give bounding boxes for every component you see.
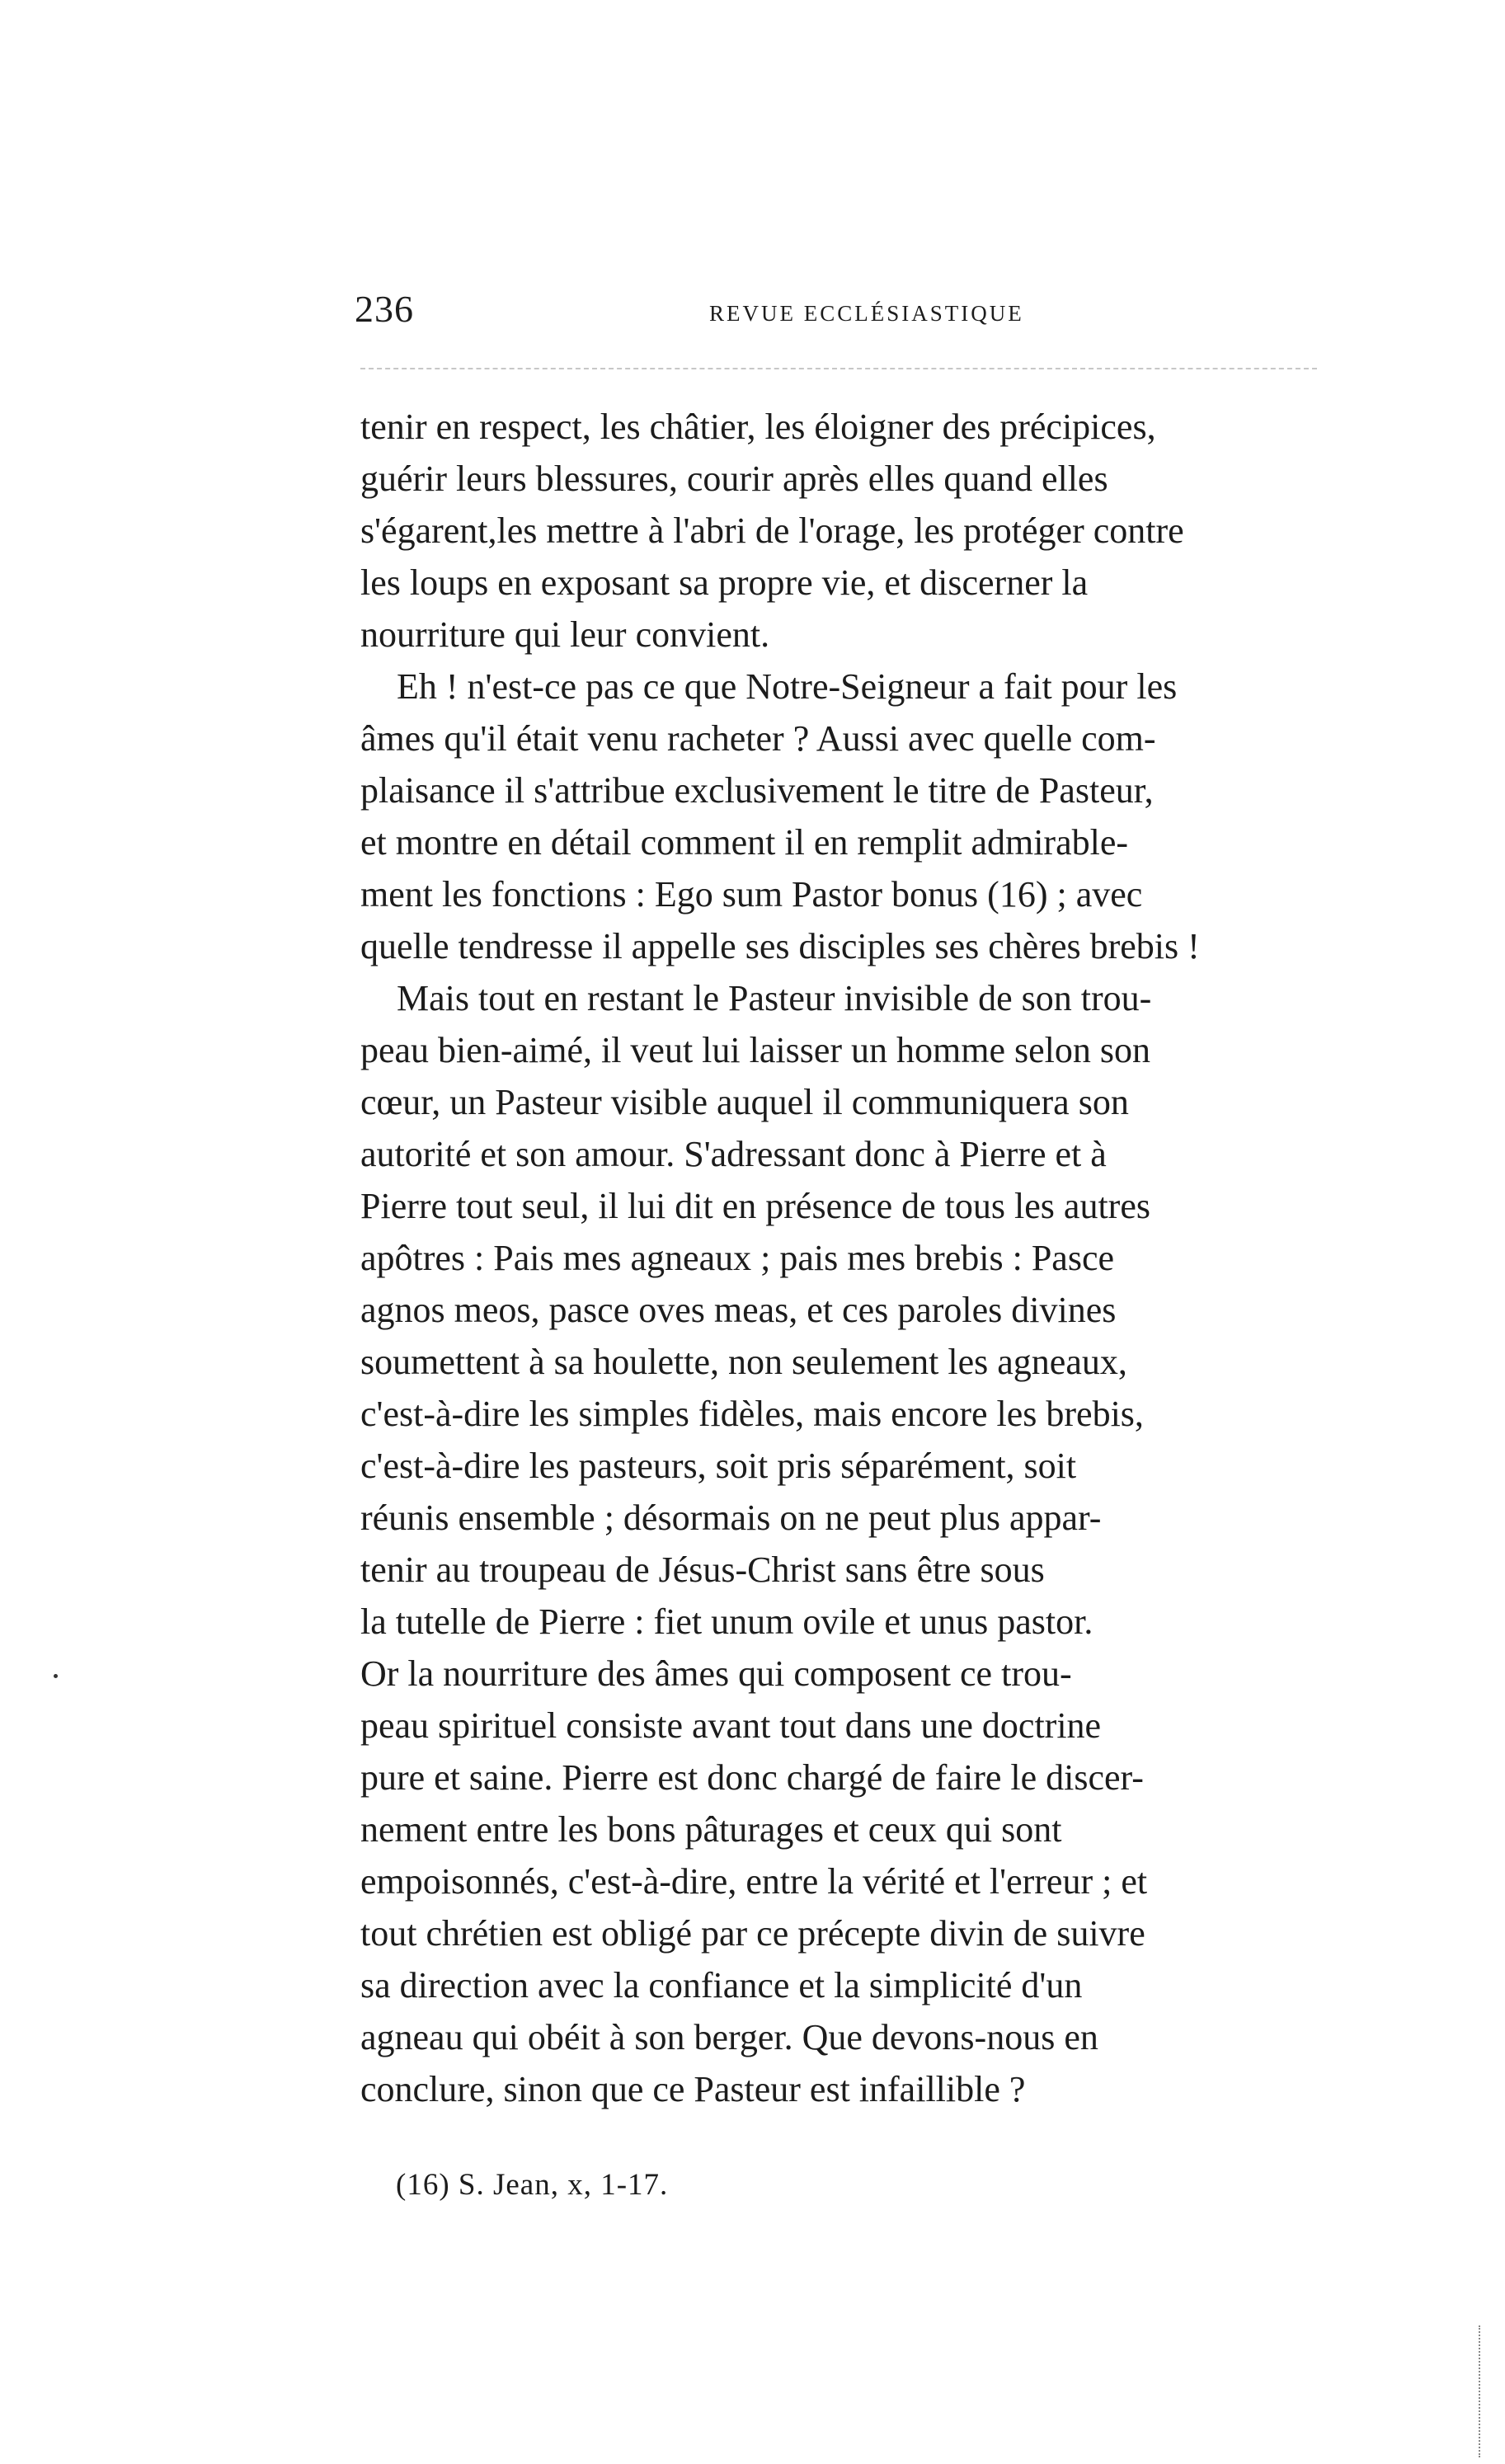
- text-line: nement entre les bons pâturages et ceux qui sont: [360, 1809, 1062, 1850]
- text-line: réunis ensemble ; désormais on ne peut plus appar-: [360, 1498, 1102, 1538]
- header-rule: [360, 368, 1317, 369]
- text-line: plaisance il s'attribue exclusivement le titre de Pasteur,: [360, 770, 1154, 811]
- text-line: sa direction avec la confiance et la simplicité d'un: [360, 1965, 1083, 2006]
- text-line: peau bien-aimé, il veut lui laisser un homme selon son: [360, 1030, 1151, 1070]
- text-line: tenir au troupeau de Jésus-Christ sans être sous: [360, 1549, 1045, 1590]
- text-line: et montre en détail comment il en remplit admirable-: [360, 822, 1129, 863]
- text-line: agneau qui obéit à son berger. Que devons-nous en: [360, 2017, 1098, 2057]
- text-line: tenir en respect, les châtier, les éloigner des précipices,: [360, 407, 1156, 447]
- text-line: quelle tendresse il appelle ses disciples ses chères brebis !: [360, 926, 1200, 966]
- text-line: Pierre tout seul, il lui dit en présence de tous les autres: [360, 1186, 1150, 1226]
- running-head: REVUE ECCLÉSIASTIQUE: [709, 301, 1024, 326]
- text-line: pure et saine. Pierre est donc chargé de faire le discer-: [360, 1757, 1144, 1798]
- text-line: soumettent à sa houlette, non seulement les agneaux,: [360, 1342, 1127, 1382]
- text-line: Or la nourriture des âmes qui composent ce trou-: [360, 1653, 1072, 1694]
- text-line: ment les fonctions : Ego sum Pastor bonus (16) ; avec: [360, 874, 1143, 915]
- text-line: conclure, sinon que ce Pasteur est infaillible ?: [360, 2069, 1026, 2109]
- text-line: apôtres : Pais mes agneaux ; pais mes brebis : Pasce: [360, 1238, 1115, 1278]
- text-line: Mais tout en restant le Pasteur invisible de son trou-: [360, 978, 1152, 1018]
- page-number: 236: [355, 288, 414, 330]
- text-line: Eh ! n'est-ce pas ce que Notre-Seigneur a fait pour les: [360, 666, 1178, 707]
- page-header: [355, 284, 1097, 334]
- text-line: agnos meos, pasce oves meas, et ces paroles divines: [360, 1290, 1117, 1330]
- text-line: âmes qu'il était venu racheter ? Aussi avec quelle com-: [360, 718, 1156, 759]
- text-line: cœur, un Pasteur visible auquel il communiquera son: [360, 1082, 1129, 1122]
- text-line: guérir leurs blessures, courir après elles quand elles: [360, 458, 1108, 499]
- text-line: c'est-à-dire les pasteurs, soit pris séparément, soit: [360, 1446, 1077, 1486]
- text-line: s'égarent,les mettre à l'abri de l'orage, les protéger contre: [360, 510, 1184, 551]
- text-line: peau spirituel consiste avant tout dans une doctrine: [360, 1705, 1102, 1746]
- margin-speck: [54, 1674, 58, 1678]
- text-line: autorité et son amour. S'adressant donc à Pierre et à: [360, 1134, 1107, 1174]
- footnote: (16) S. Jean, x, 1-17.: [396, 2168, 669, 2202]
- text-line: c'est-à-dire les simples fidèles, mais encore les brebis,: [360, 1394, 1144, 1434]
- page-edge-marks: [1479, 2325, 1485, 2457]
- text-line: les loups en exposant sa propre vie, et discerner la: [360, 562, 1089, 603]
- text-line: la tutelle de Pierre : fiet unum ovile et unus pastor.: [360, 1601, 1093, 1642]
- text-line: tout chrétien est obligé par ce précepte divin de suivre: [360, 1913, 1145, 1954]
- text-line: nourriture qui leur convient.: [360, 614, 770, 655]
- text-line: empoisonnés, c'est-à-dire, entre la vérité et l'erreur ; et: [360, 1861, 1148, 1902]
